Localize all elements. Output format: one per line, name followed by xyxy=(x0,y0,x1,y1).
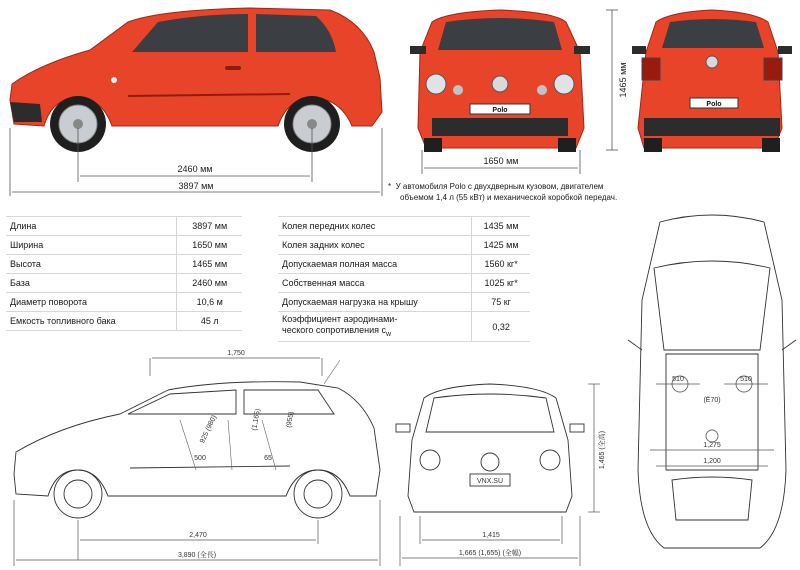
rear-plate-text: Polo xyxy=(706,101,722,108)
bp-length: 3,890 (全長) xyxy=(177,552,217,559)
spec-label: База xyxy=(6,274,177,293)
footnote-line-2: объемом 1,4 л (55 кВт) и механической коробкой передач. xyxy=(400,193,618,202)
spec-label: Допускаемая нагрузка на крышу xyxy=(278,293,472,312)
bp-label-925: 925 (980) xyxy=(199,414,219,445)
bp-label-510-left: 510 xyxy=(672,376,684,383)
bp-label-1165: (1,165) xyxy=(251,408,262,432)
spec-value: 1560 кг* xyxy=(472,255,530,274)
bp-height: 1,465 (全高) xyxy=(599,430,606,470)
spec-value: 45 л xyxy=(177,312,242,331)
blueprint-dimension-lines xyxy=(14,358,774,566)
spec-label-line-2: ческого сопротивления c xyxy=(282,324,386,335)
spec-value: 0,32 xyxy=(472,312,530,342)
bp-width: 1,665 (1,655) (全幅) xyxy=(458,550,522,557)
spec-label: Собственная масса xyxy=(278,274,472,293)
footnote-line-1: У автомобиля Polo с двухдверным кузовом, двигателем xyxy=(395,182,604,191)
bp-wheelbase: 2,470 xyxy=(189,532,207,539)
top-line-drawing xyxy=(628,215,796,548)
spec-value: 1650 мм xyxy=(177,236,242,255)
spec-label: Длина xyxy=(6,217,177,236)
bp-label-500: 500 xyxy=(194,455,206,462)
spec-value: 1025 кг* xyxy=(472,274,530,293)
dim-height-top: 1465 мм xyxy=(618,62,628,98)
spec-value: 1465 мм xyxy=(177,255,242,274)
front-plate-text: Polo xyxy=(492,107,508,114)
front-line-drawing xyxy=(396,384,584,512)
bp-front-track: 1,415 xyxy=(482,532,500,539)
spec-label-line-1: Коэффициент аэродинами- xyxy=(282,313,398,324)
bp-top-dim: 1,750 xyxy=(227,350,245,357)
spec-label: Ширина xyxy=(6,236,177,255)
dim-length-top: 3897 мм xyxy=(178,181,214,191)
spec-label: Высота xyxy=(6,255,177,274)
bp-label-1275: 1,275 xyxy=(703,442,721,449)
spec-value: 75 кг xyxy=(472,293,530,312)
spec-value: 1425 мм xyxy=(472,236,530,255)
spec-label: Емкость топливного бака xyxy=(6,312,177,331)
bp-label-1200: 1,200 xyxy=(703,458,721,465)
spec-value: 1435 мм xyxy=(472,217,530,236)
spec-label: Диаметр поворота xyxy=(6,293,177,312)
bp-label-955: (955) xyxy=(285,411,296,429)
spec-value: 3897 мм xyxy=(177,217,242,236)
spec-label: Колея задних колес xyxy=(278,236,472,255)
spec-label: Колея передних колес xyxy=(278,217,472,236)
spec-label: Допускаемая полная масса xyxy=(278,255,472,274)
spec-value: 10,6 м xyxy=(177,293,242,312)
line-plate-text: VNX.SU xyxy=(476,478,504,485)
spec-label-subscript: w xyxy=(385,330,392,338)
dim-wheelbase-top: 2460 мм xyxy=(177,164,213,174)
bp-label-510-right: 510 xyxy=(740,376,752,383)
footnote-star: * xyxy=(388,182,392,191)
bp-label-e70: (Ё70) xyxy=(703,397,721,404)
bp-label-65: 65 xyxy=(264,455,272,462)
spec-value: 2460 мм xyxy=(177,274,242,293)
dim-width-top: 1650 мм xyxy=(483,156,519,166)
side-line-drawing xyxy=(14,360,380,518)
